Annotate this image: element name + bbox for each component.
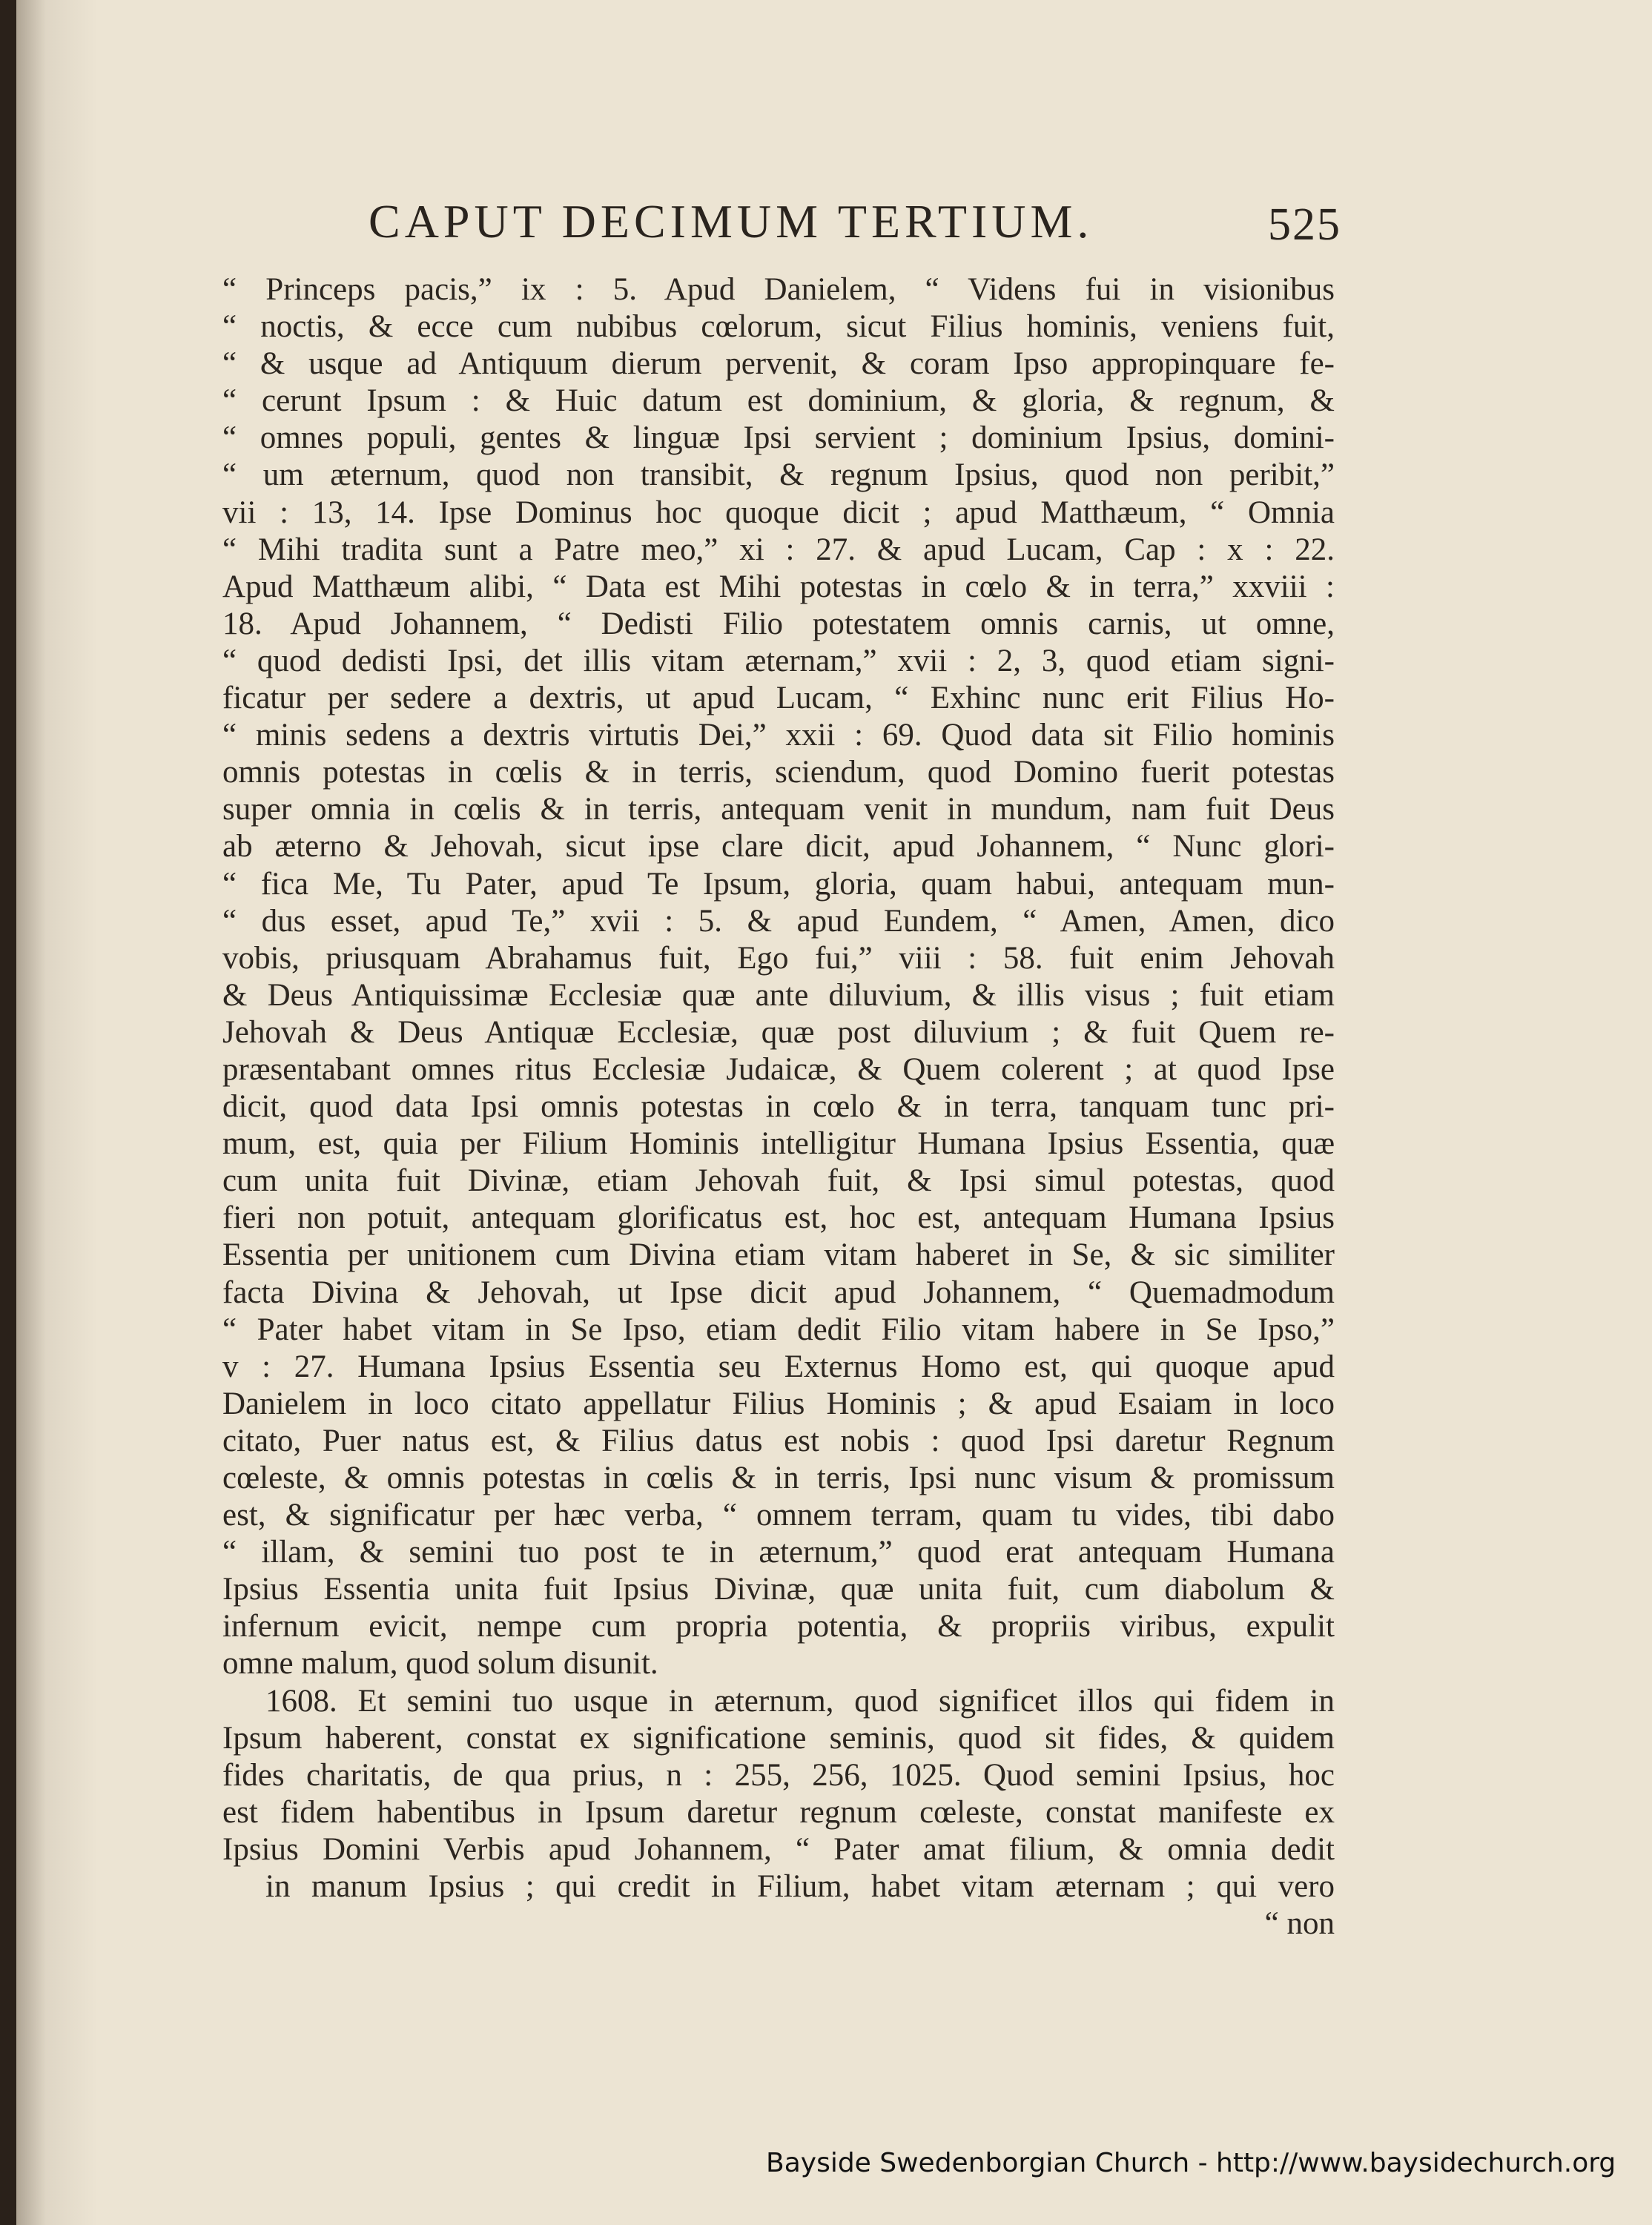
text-line: citato, Puer natus est, & Filius datus est nobis : quod Ipsi daretur Regnum — [222, 1423, 1335, 1458]
text-line: ab æterno & Jehovah, sicut ipse clare dicit, apud Johannem, “ Nunc glori- — [222, 829, 1335, 864]
text-line: “ Mihi tradita sunt a Patre meo,” xi : 27. & apud Lucam, Cap : x : 22. — [222, 532, 1335, 567]
text-line: “ quod dedisti Ipsi, det illis vitam æternam,” xvii : 2, 3, quod etiam signi- — [222, 643, 1335, 678]
text-line: Jehovah & Deus Antiquæ Ecclesiæ, quæ post diluvium ; & fuit Quem re- — [222, 1014, 1335, 1050]
text-line: “ illam, & semini tuo post te in æternum,” quod erat antequam Humana — [222, 1535, 1335, 1570]
text-line: est, & significatur per hæc verba, “ omnem terram, quam tu vides, tibi dabo — [222, 1498, 1335, 1533]
text-line: dicit, quod data Ipsi omnis potestas in cœlo & in terra, tanquam tunc pri- — [222, 1089, 1335, 1125]
text-line: “ um æternum, quod non transibit, & regnum Ipsius, quod non peribit,” — [222, 457, 1335, 493]
text-line: “ dus esset, apud Te,” xvii : 5. & apud Eundem, “ Amen, Amen, dico — [222, 903, 1335, 939]
text-line: “ fica Me, Tu Pater, apud Te Ipsum, gloria, quam habui, antequam mun- — [222, 866, 1335, 902]
text-line: omnis potestas in cœlis & in terris, sciendum, quod Domino fuerit potestas — [222, 755, 1335, 790]
text-line: infernum evicit, nempe cum propria potentia, & propriis viribus, expulit — [222, 1609, 1335, 1644]
text-line: ficatur per sedere a dextris, ut apud Lucam, “ Exhinc nunc erit Filius Ho- — [222, 681, 1335, 716]
text-line: Apud Matthæum alibi, “ Data est Mihi potestas in cœlo & in terra,” xxviii : — [222, 569, 1335, 604]
watermark-caption: Bayside Swedenborgian Church - http://www.baysidechurch.org — [766, 2148, 1616, 2178]
text-line: “ noctis, & ecce cum nubibus cœlorum, sicut Filius hominis, veniens fuit, — [222, 309, 1335, 345]
text-line: cum unita fuit Divinæ, etiam Jehovah fuit, & Ipsi simul potestas, quod — [222, 1163, 1335, 1199]
text-line: Ipsum haberent, constat ex significatione seminis, quod sit fides, & quidem — [222, 1720, 1335, 1756]
text-line: super omnia in cœlis & in terris, antequam venit in mundum, nam fuit Deus — [222, 792, 1335, 827]
text-line: in manum Ipsius ; qui credit in Filium, habet vitam æternam ; qui vero — [265, 1869, 1335, 1905]
text-line: cœleste, & omnis potestas in cœlis & in terris, Ipsi nunc visum & promissum — [222, 1461, 1335, 1495]
text-line: vii : 13, 14. Ipse Dominus hoc quoque dicit ; apud Matthæum, “ Omnia — [222, 495, 1335, 530]
text-line: “ & usque ad Antiquum dierum pervenit, & coram Ipso appropinquare fe- — [222, 346, 1335, 382]
text-line: præsentabant omnes ritus Ecclesiæ Judaicæ, & Quem colerent ; at quod Ipse — [222, 1051, 1335, 1087]
text-line: “ cerunt Ipsum : & Huic datum est dominium, & gloria, & regnum, & — [222, 383, 1335, 419]
text-line: fieri non potuit, antequam glorificatus est, hoc est, antequam Humana Ipsius — [222, 1200, 1335, 1236]
text-line: mum, est, quia per Filium Hominis intelligitur Humana Ipsius Essentia, quæ — [222, 1126, 1335, 1162]
page-number: 525 — [1268, 199, 1341, 250]
text-line: Ipsius Domini Verbis apud Johannem, “ Pater amat filium, & omnia dedit — [222, 1831, 1335, 1867]
paragraph-start-line: 1608. Et semini tuo usque in æternum, quod significet illos qui fidem in — [265, 1683, 1335, 1719]
text-line: est fidem habentibus in Ipsum daretur regnum cœleste, constat manifeste ex — [222, 1794, 1335, 1830]
text-line: vobis, priusquam Abrahamus fuit, Ego fui,” viii : 58. fuit enim Jehovah — [222, 940, 1335, 976]
text-line: & Deus Antiquissimæ Ecclesiæ quæ ante diluvium, & illis visus ; fuit etiam — [222, 977, 1335, 1013]
text-line: “ Princeps pacis,” ix : 5. Apud Danielem, “ Videns fui in visionibus — [222, 272, 1335, 307]
text-line: v : 27. Humana Ipsius Essentia seu Externus Homo est, qui quoque apud — [222, 1349, 1335, 1384]
text-line: fides charitatis, de qua prius, n : 255, 256, 1025. Quod semini Ipsius, hoc — [222, 1757, 1335, 1793]
text-line: Essentia per unitionem cum Divina etiam vitam haberet in Se, & sic similiter — [222, 1237, 1335, 1273]
text-line: “ minis sedens a dextris virtutis Dei,” xxii : 69. Quod data sit Filio hominis — [222, 718, 1335, 753]
running-head-title: CAPUT DECIMUM TERTIUM. — [369, 195, 1094, 248]
book-gutter — [0, 0, 16, 2225]
text-line: facta Divina & Jehovah, ut Ipse dicit apud Johannem, “ Quemadmodum — [222, 1275, 1335, 1310]
body-text — [222, 271, 1335, 1943]
text-line: Ipsius Essentia unita fuit Ipsius Divinæ, quæ unita fuit, cum diabolum & — [222, 1572, 1335, 1607]
text-line: “ Pater habet vitam in Se Ipso, etiam dedit Filio vitam habere in Se Ipso,” — [222, 1312, 1335, 1347]
catchword: “ non — [1264, 1906, 1335, 1942]
text-line: Danielem in loco citato appellatur Filius Hominis ; & apud Esaiam in loco — [222, 1386, 1335, 1421]
text-line: omne malum, quod solum disunit. — [222, 1646, 658, 1682]
text-line: 18. Apud Johannem, “ Dedisti Filio potestatem omnis carnis, ut omne, — [222, 606, 1335, 641]
text-line: “ omnes populi, gentes & linguæ Ipsi servient ; dominium Ipsius, domini- — [222, 420, 1335, 456]
